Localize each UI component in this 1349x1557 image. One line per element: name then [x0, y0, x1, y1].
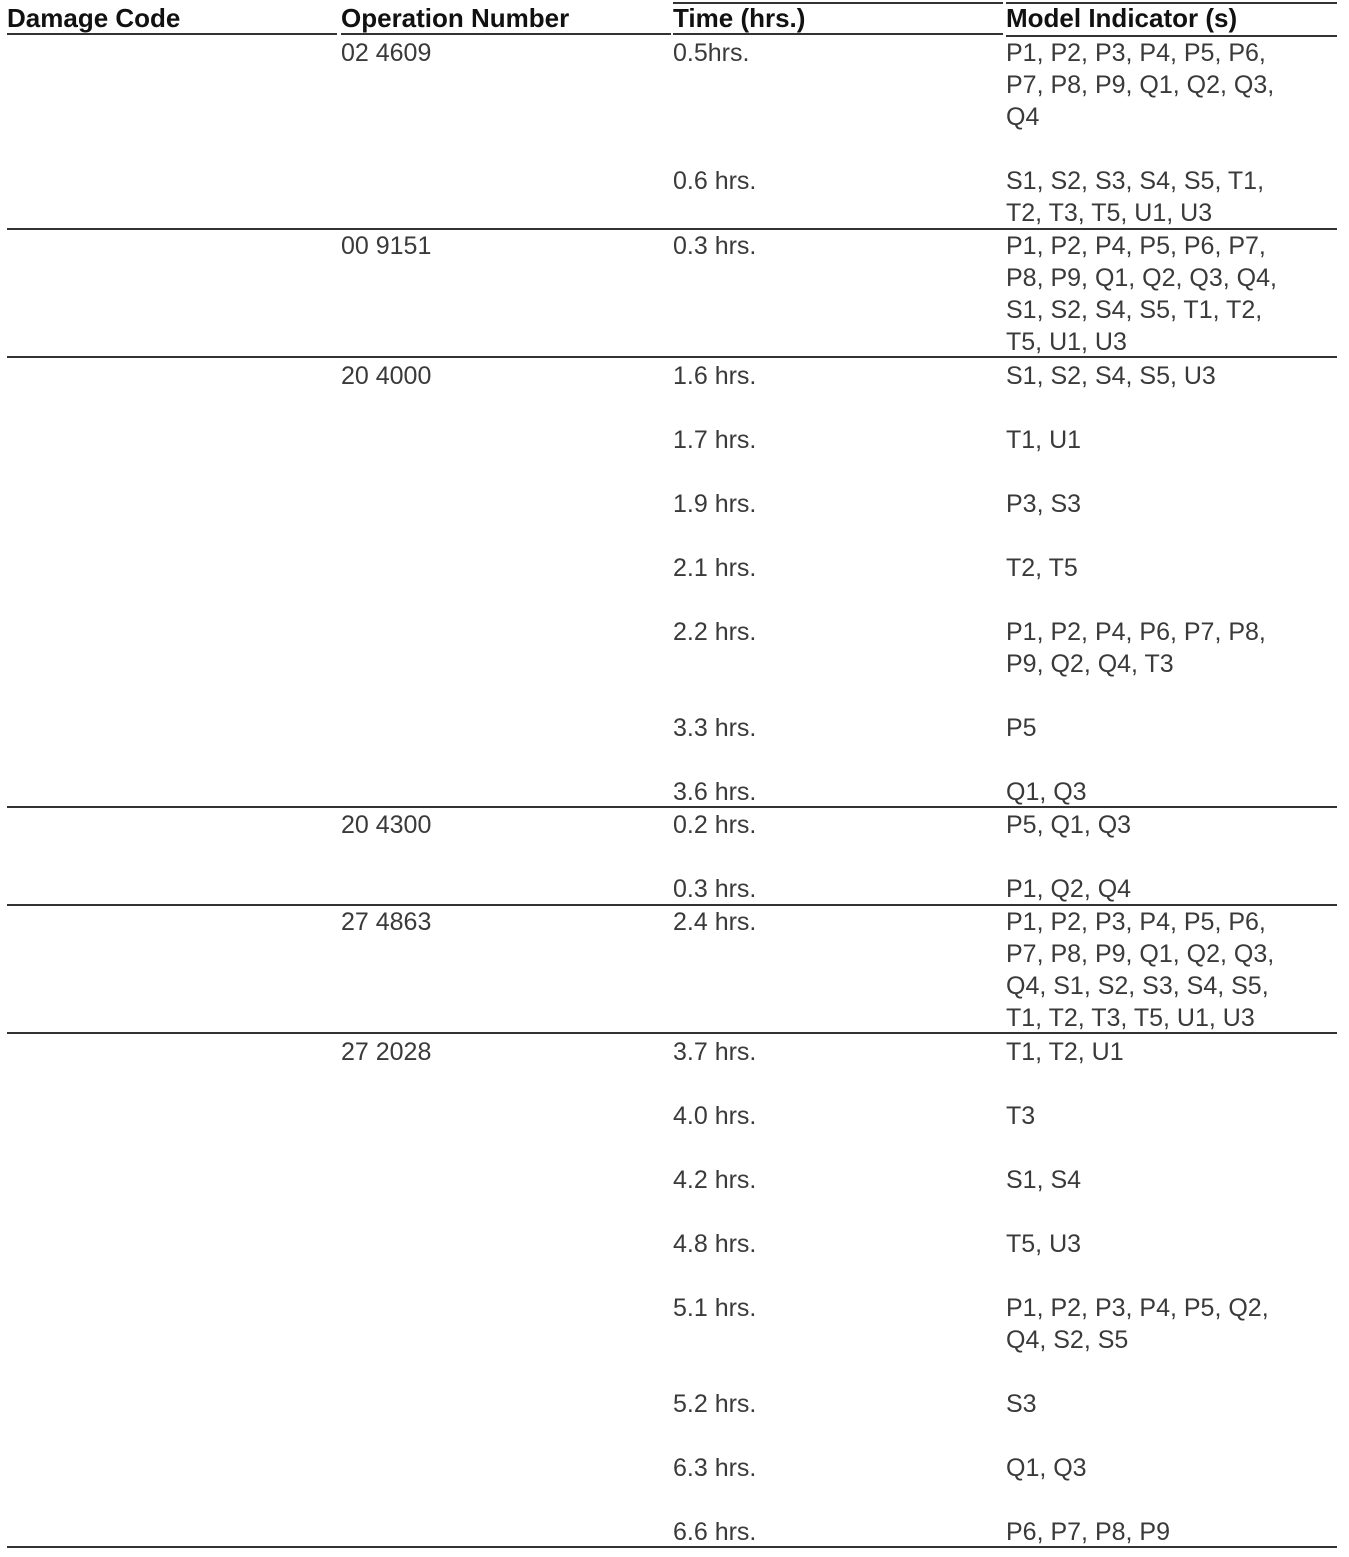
- time-value: 3.7 hrs.: [673, 1038, 757, 1066]
- time-value: 6.3 hrs.: [673, 1454, 757, 1482]
- header-operation-number: Operation Number: [341, 3, 570, 33]
- header-damage-code: Damage Code: [7, 3, 181, 33]
- model-indicators: S1, S2, S3, S4, S5, T1, T2, T3, T5, U1, U3: [1006, 167, 1265, 227]
- model-indicators: P1, P2, P4, P6, P7, P8, P9, Q2, Q4, T3: [1006, 618, 1266, 678]
- model-indicators: T2, T5: [1006, 554, 1078, 582]
- model-indicators: T5, U3: [1006, 1230, 1082, 1258]
- group-divider: [7, 1032, 1337, 1034]
- model-indicators: P6, P7, P8, P9: [1006, 1518, 1170, 1546]
- model-indicators: S3: [1006, 1390, 1037, 1418]
- model-indicators: P5: [1006, 714, 1037, 742]
- header-time: Time (hrs.): [673, 3, 806, 33]
- time-value: 2.1 hrs.: [673, 554, 757, 582]
- model-indicators: Q1, Q3: [1006, 1454, 1087, 1482]
- time-value: 1.6 hrs.: [673, 362, 757, 390]
- header-rule: [7, 33, 337, 35]
- operation-number: 20 4300: [341, 811, 432, 839]
- model-indicators: P1, Q2, Q4: [1006, 875, 1132, 903]
- operation-number: 27 4863: [341, 908, 432, 936]
- time-value: 4.2 hrs.: [673, 1166, 757, 1194]
- model-indicators: P1, P2, P3, P4, P5, P6, P7, P8, P9, Q1, Q2, Q3, Q4: [1006, 39, 1275, 131]
- operation-number: 27 2028: [341, 1038, 432, 1066]
- time-value: 5.2 hrs.: [673, 1390, 757, 1418]
- operation-number: 20 4000: [341, 362, 432, 390]
- time-value: 1.9 hrs.: [673, 490, 757, 518]
- header-model-indicator: Model Indicator (s): [1006, 3, 1238, 33]
- model-indicators: P3, S3: [1006, 490, 1082, 518]
- time-value: 4.8 hrs.: [673, 1230, 757, 1258]
- model-indicators: P1, P2, P3, P4, P5, P6, P7, P8, P9, Q1, Q2, Q3, Q4, S1, S2, S3, S4, S5, T1, T2, T3, T5, U1, U3: [1006, 908, 1275, 1032]
- time-value: 6.6 hrs.: [673, 1518, 757, 1546]
- operation-number: 02 4609: [341, 39, 432, 67]
- time-value: 1.7 hrs.: [673, 426, 757, 454]
- model-indicators: P1, P2, P4, P5, P6, P7, P8, P9, Q1, Q2, Q3, Q4, S1, S2, S4, S5, T1, T2, T5, U1, U3: [1006, 232, 1277, 356]
- model-indicators: P5, Q1, Q3: [1006, 811, 1132, 839]
- group-divider: [7, 806, 1337, 808]
- model-indicators: S1, S2, S4, S5, U3: [1006, 362, 1216, 390]
- model-indicators: Q1, Q3: [1006, 778, 1087, 806]
- time-value: 2.2 hrs.: [673, 618, 757, 646]
- header-top-rule: [1006, 2, 1337, 4]
- header-top-rule: [673, 2, 1003, 4]
- time-value: 0.6 hrs.: [673, 167, 757, 195]
- group-divider: [7, 356, 1337, 358]
- table-bottom-rule: [7, 1546, 1337, 1548]
- model-indicators: P1, P2, P3, P4, P5, Q2, Q4, S2, S5: [1006, 1294, 1269, 1354]
- time-value: 2.4 hrs.: [673, 908, 757, 936]
- header-rule: [341, 33, 671, 35]
- time-value: 5.1 hrs.: [673, 1294, 757, 1322]
- time-value: 0.3 hrs.: [673, 875, 757, 903]
- header-rule: [673, 33, 1003, 35]
- model-indicators: T1, T2, U1: [1006, 1038, 1124, 1066]
- operation-number: 00 9151: [341, 232, 432, 260]
- model-indicators: S1, S4: [1006, 1166, 1082, 1194]
- time-value: 4.0 hrs.: [673, 1102, 757, 1130]
- time-value: 0.5hrs.: [673, 39, 750, 67]
- time-value: 3.6 hrs.: [673, 778, 757, 806]
- model-indicators: T1, U1: [1006, 426, 1082, 454]
- time-value: 3.3 hrs.: [673, 714, 757, 742]
- model-indicators: T3: [1006, 1102, 1036, 1130]
- time-value: 0.2 hrs.: [673, 811, 757, 839]
- time-value: 0.3 hrs.: [673, 232, 757, 260]
